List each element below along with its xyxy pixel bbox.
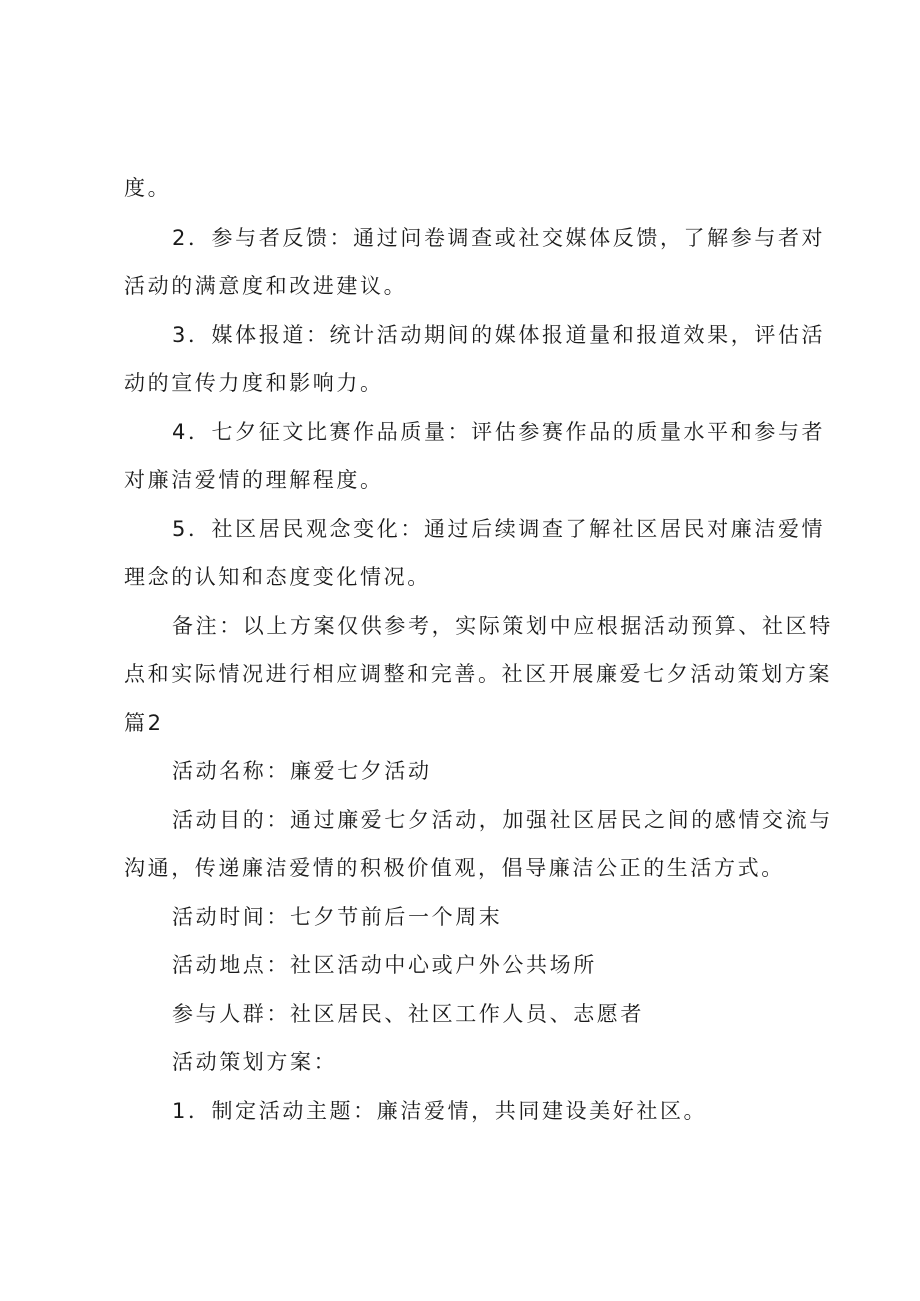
- text-line: 动的宣传力度和影响力。: [124, 371, 384, 395]
- text-line: 对廉洁爱情的理解程度。: [124, 468, 384, 492]
- text-line: 活动名称：廉爱七夕活动: [172, 759, 432, 783]
- text-line: 点和实际情况进行相应调整和完善。社区开展廉爱七夕活动策划方案: [124, 662, 832, 686]
- text-line: 理念的认知和态度变化情况。: [124, 565, 431, 589]
- text-line: 1．制定活动主题：廉洁爱情，共同建设美好社区。: [172, 1099, 708, 1123]
- text-line: 活动目的：通过廉爱七夕活动，加强社区居民之间的感情交流与: [172, 808, 833, 832]
- text-line: 2．参与者反馈：通过问卷调查或社交媒体反馈，了解参与者对: [172, 226, 826, 250]
- text-line: 活动时间：七夕节前后一个周末: [172, 905, 503, 929]
- text-line: 备注：以上方案仅供参考，实际策划中应根据活动预算、社区特: [172, 614, 833, 638]
- text-line: 参与人群：社区居民、社区工作人员、志愿者: [172, 1002, 644, 1026]
- text-line: 活动策划方案：: [172, 1050, 338, 1074]
- text-line: 4．七夕征文比赛作品质量：评估参赛作品的质量水平和参与者: [172, 420, 826, 444]
- text-line: 活动的满意度和改进建议。: [124, 274, 408, 298]
- text-line: 5．社区居民观念变化：通过后续调查了解社区居民对廉洁爱情: [172, 517, 826, 541]
- text-line: 沟通，传递廉洁爱情的积极价值观，倡导廉洁公正的生活方式。: [124, 856, 785, 880]
- text-line: 度。: [124, 176, 172, 200]
- text-line: 活动地点：社区活动中心或户外公共场所: [172, 953, 597, 977]
- text-line: 篇2: [124, 711, 164, 735]
- text-line: 3．媒体报道：统计活动期间的媒体报道量和报道效果，评估活: [172, 323, 826, 347]
